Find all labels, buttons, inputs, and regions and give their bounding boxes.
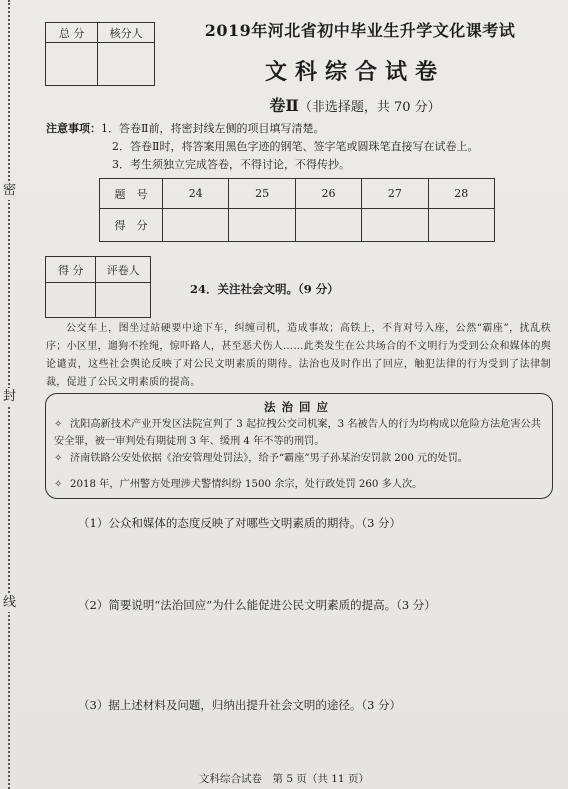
law-box-item: ✧ 沈阳高新技术产业开发区法院宣判了 3 起拉拽公交司机案，3 名被告人的行为均构成以危险方法危害公共安全罪，被一审判处有期徒刑 3 年、缓刑 4 年不等的刑罚。 [54, 416, 544, 450]
question-passage: 公交车上，图坐过站硬要中途下车，纠缠司机，造成事故；高铁上，不肯对号入座，公然“霸座”，扰乱秩序；小区里，遛狗不拴绳，惊吓路人，甚至恶犬伤人……此类发生在公共场合的不文明行为受到公众和媒体的舆论谴责，这些社会舆论反映了对公民文明素质的期待。法治也及时作出了回应，触犯法律的行为受到了法律制裁，促进了公民文明素质的提高。 [46, 323, 551, 388]
diamond-bullet-icon: ✧ [54, 453, 63, 464]
law-box-item: ✧ 2018 年，广州警方处理涉犬警情纠纷 1500 余宗，处行政处罚 260 多人次。 [54, 476, 544, 493]
checker-label: 核分人 [98, 23, 155, 43]
page-footer: 文科综合试卷 第 5 页（共 11 页） [199, 773, 369, 785]
binding-mark-xian: 线 [3, 595, 17, 610]
note-item: 1．答卷Ⅱ前，将密封线左侧的项目填写清楚。 [101, 122, 325, 135]
checker-cell[interactable] [98, 43, 155, 86]
law-box-title: 法治回应 [264, 400, 334, 414]
paper-label [230, 93, 480, 116]
question-score-table [99, 178, 495, 242]
score-cell[interactable] [163, 209, 229, 242]
grader-score-cell[interactable] [46, 283, 96, 318]
grader-label: 评卷人 [96, 257, 151, 283]
question-number: 24 [163, 179, 229, 209]
binding-mark-mi: 密 [3, 183, 17, 198]
score-cell[interactable] [362, 209, 428, 242]
law-box-item: ✧ 济南铁路公安处依据《治安管理处罚法》，给予“霸座”男子孙某治安罚款 200 元的处罚。 [54, 450, 544, 467]
question-number-label: 题 号 [100, 179, 163, 209]
note-item: 2．答卷Ⅱ时，将答案用黑色字迹的钢笔、签字笔或圆珠笔直接写在试卷上。 [112, 140, 479, 153]
diamond-bullet-icon: ✧ [54, 419, 63, 430]
binding-mark-feng: 封 [3, 389, 17, 404]
question-number: 28 [428, 179, 494, 209]
grader-name-cell[interactable] [96, 283, 151, 318]
sub-question-3: （3）据上述材料及问题，归纳出提升社会文明的途径。（3 分） [78, 698, 402, 712]
total-score-cell[interactable] [46, 43, 98, 86]
sub-question-1: （1）公众和媒体的态度反映了对哪些文明素质的期待。（3 分） [78, 516, 402, 530]
sub-question-2: （2）简要说明“法治回应”为什么能促进公民文明素质的提高。（3 分） [78, 598, 436, 612]
paper-note: （非选择题，共 70 分） [298, 100, 441, 115]
subject-title: 文科综合试卷 [264, 59, 445, 85]
question-number: 26 [295, 179, 361, 209]
grader-score-label: 得 分 [46, 257, 96, 283]
score-cell[interactable] [229, 209, 295, 242]
score-row-label: 得 分 [100, 209, 163, 242]
law-response-box [45, 393, 553, 499]
total-score-box [45, 22, 155, 86]
exam-notes [46, 120, 478, 174]
score-cell[interactable] [295, 209, 361, 242]
paper-number: 卷Ⅱ [269, 96, 299, 115]
grader-box [45, 256, 151, 318]
question-number: 25 [229, 179, 295, 209]
note-item: 3．考生须独立完成答卷，不得讨论，不得传抄。 [112, 158, 350, 171]
notes-label: 注意事项： [46, 122, 101, 135]
score-cell[interactable] [428, 209, 494, 242]
diamond-bullet-icon: ✧ [54, 479, 63, 490]
total-score-label: 总 分 [46, 23, 98, 43]
question-title: 24．关注社会文明。（9 分） [190, 282, 339, 296]
exam-title: 2019年河北省初中毕业生升学文化课考试 [204, 21, 516, 40]
question-number: 27 [362, 179, 428, 209]
